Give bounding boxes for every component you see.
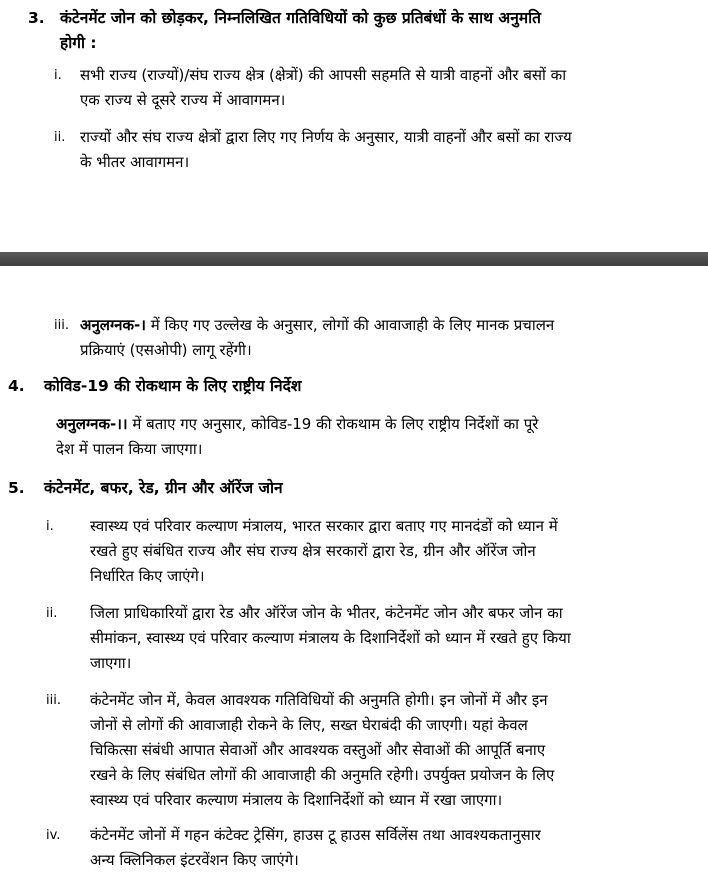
item-5-ii-text: [90, 601, 700, 676]
annex-1-label: अनुलग्नक-।: [80, 316, 146, 334]
section-3-title-line: कंटेनमेंट जोन को छोड़कर, निम्नलिखित गतिविधियों को कुछ प्रतिबंधों के साथ अनुमति: [60, 9, 541, 27]
text-line: रखने के लिए संबंधित लोगों की आवाजाही की अनुमति रहेगी। उपर्युक्त प्रयोजन के लिए: [90, 766, 555, 784]
text-span: में बताए गए अनुसार, कोविड-19 की रोकथाम के लिए राष्ट्रीय निर्देशों का पूरे: [127, 415, 539, 433]
item-3-i-number: i.: [54, 68, 62, 83]
text-line: स्वास्थ्य एवं परिवार कल्याण मंत्रालय, भारत सरकार द्वारा बताए गए मानदंडों को ध्यान में: [90, 517, 558, 535]
section-4-number: 4.: [8, 377, 25, 395]
text-line: चिकित्सा संबंधी आपात सेवाओं और आवश्यक वस्तुओं और सेवाओं की आपूर्ति बनाए: [90, 741, 546, 759]
text-line: के भीतर आवागमन।: [80, 153, 190, 171]
section-5-title: कंटेनमेंट, बफर, रेड, ग्रीन और ऑरेंज जोन: [44, 479, 283, 497]
text-line: [56, 412, 701, 437]
item-3-i-text: [80, 63, 700, 113]
text-line: रखते हुए संबंधित राज्य और संघ राज्य क्षेत्र सरकारों द्वारा रेड, ग्रीन और ऑरेंज जोन: [90, 542, 536, 560]
item-5-iv-number: iv.: [46, 828, 61, 843]
text-line: देश में पालन किया जाएगा।: [56, 440, 203, 458]
item-5-iii-number: iii.: [46, 693, 61, 708]
text-span: में किए गए उल्लेख के अनुसार, लोगों की आवाजाही के लिए मानक प्रचालन: [145, 316, 555, 334]
item-3-ii-number: ii.: [54, 130, 66, 145]
item-3-iii-text: [80, 313, 700, 363]
text-line: स्वास्थ्य एवं परिवार कल्याण मंत्रालय के दिशानिर्देशों को ध्यान में रखा जाएगा।: [90, 791, 503, 809]
text-line: कंटेनमेंट जोनों में गहन कंटेक्ट ट्रेसिंग, हाउस टू हाउस सर्विलेंस तथा आवश्यकतानुसार: [90, 826, 541, 844]
annex-2-label: अनुलग्नक-।।: [56, 415, 128, 433]
item-5-i-text: [90, 514, 700, 589]
text-line: प्रक्रियाएं (एसओपी) लागू रहेंगी।: [80, 341, 252, 359]
text-line: एक राज्य से दूसरे राज्य में आवागमन।: [80, 91, 286, 109]
section-4-title: कोविड-19 की रोकथाम के लिए राष्ट्रीय निर्देश: [44, 377, 302, 395]
text-line: राज्यों और संघ राज्य क्षेत्रों द्वारा लिए गए निर्णय के अनुसार, यात्री वाहनों और बसों का राज्य: [80, 128, 572, 146]
text-line: अन्य क्लिनिकल इंटरवेंशन किए जाएंगे।: [90, 851, 299, 869]
section-3-number: 3.: [28, 9, 45, 27]
item-5-i-number: i.: [46, 519, 54, 534]
item-5-iv-text: [90, 823, 700, 873]
text-line: कंटेनमेंट जोन में, केवल आवश्यक गतिविधियों की अनुमति होगी। इन जोनों में और इन: [90, 691, 548, 709]
section-4-text: [56, 412, 701, 462]
text-line: [80, 313, 700, 338]
item-3-iii-number: iii.: [54, 318, 69, 333]
page-break-divider: [0, 252, 708, 266]
text-line: निर्धारित किए जाएंगे।: [90, 567, 205, 585]
section-3-title: [60, 6, 700, 56]
text-line: जिला प्राधिकारियों द्वारा रेड और ऑरेंज जोन के भीतर, कंटेनमेंट जोन और बफर जोन का: [90, 604, 563, 622]
text-line: जाएगा।: [90, 654, 132, 672]
text-line: जोनों से लोगों की आवाजाही रोकने के लिए, सख्त घेराबंदी की जाएगी। यहां केवल: [90, 716, 528, 734]
text-line: सभी राज्य (राज्यों)/संघ राज्य क्षेत्र (क्षेत्रों) की आपसी सहमति से यात्री वाहनों और बसों का: [80, 66, 567, 84]
item-5-ii-number: ii.: [46, 606, 58, 621]
section-5-number: 5.: [8, 479, 25, 497]
item-3-ii-text: [80, 125, 700, 175]
text-line: सीमांकन, स्वास्थ्य एवं परिवार कल्याण मंत्रालय के दिशानिर्देशों को ध्यान में रखते हुए किया: [90, 629, 571, 647]
item-5-iii-text: [90, 688, 700, 813]
section-3-title-line: होगी :: [60, 34, 97, 52]
